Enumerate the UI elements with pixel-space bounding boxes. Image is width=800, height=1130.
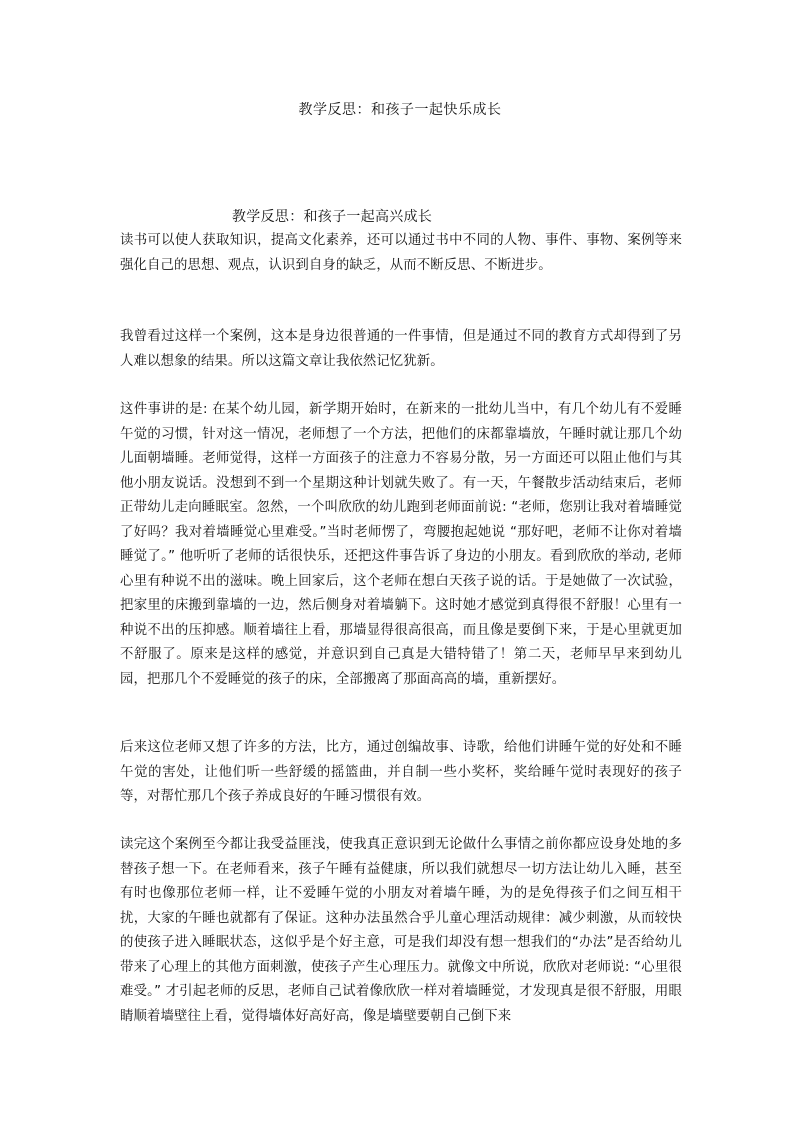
body-paragraph-reflection <box>120 833 682 1029</box>
paragraph-text: 这件事讲的是: 在某个幼儿园，新学期开始时，在新来的一批幼儿当中，有几个幼儿有不爱睡午觉的习惯，针对这一情况，老师想了一个方法，把他们的床都靠墙放，午睡时就让那几个幼儿面朝墙睡。老师觉得，这样一方面孩子的注意力不容易分散，另一方面还可以阻止他们与其他小朋友说话。没想到不到一个星期这种计划就失败了。有一天，午餐散步活动结束后，老师正带幼儿走向睡眠室。忽然，一个叫欣欣的幼儿跑到老师面前说: “老师，您别让我对着墙睡觉了好吗？我对着墙睡觉心里难受。”当时老师愣了，弯腰抱起她说 “那好吧，老师不让你对着墙睡觉了。” 他听听了老师的话很快乐，还把这件事告诉了身边的小朋友。看到欣欣的举动, 老师心里有种说不出的滋味。晚上回家后，这个老师在想白天孩子说的话。于是她做了一次试验，把家里的床搬到靠墙的一边，然后侧身对着墙躺下。这时她才感觉到真得很不舒服！心里有一种说不出的压抑感。顺着墙往上看，那墙显得很高很高，而且像是要倒下来，于是心里就更加不舒服了。原来是这样的感觉，并意识到自己真是大错特错了！第二天，老师早早来到幼儿园，把那几个不爱睡觉的孩子的床，全部搬离了那面高高的墙，重新摆好。 <box>120 402 682 687</box>
body-paragraph-intro <box>120 229 682 278</box>
body-paragraph-story <box>120 398 682 692</box>
document-title: 教学反思：和孩子一起快乐成长 <box>298 102 502 118</box>
paragraph-text: 我曾看过这样一个案例，这本是身边很普通的一件事情，但是通过不同的教育方式却得到了另人难以想象的结果。所以这篇文章让我依然记忆犹新。 <box>120 329 682 369</box>
body-paragraph-case-mention <box>120 325 682 374</box>
body-paragraph-methods <box>120 736 682 810</box>
paragraph-text: 后来这位老师又想了许多的方法，比方，通过创编故事、诗歌，给他们讲睡午觉的好处和不睡午觉的害处，让他们听一些舒缓的摇篮曲，并自制一些小奖杯，奖给睡午觉时表现好的孩子等，对帮忙那几个孩子养成良好的午睡习惯很有效。 <box>120 740 682 804</box>
document-subtitle: 教学反思：和孩子一起高兴成长 <box>232 209 433 225</box>
paragraph-text: 读书可以使人获取知识，提高文化素养，还可以通过书中不同的人物、事件、事物、案例等来强化自己的思想、观点，认识到自身的缺乏，从而不断反思、不断进步。 <box>120 233 682 273</box>
paragraph-text: 读完这个案例至今都让我受益匪浅，使我真正意识到无论做什么事情之前你都应设身处地的多替孩子想一下。在老师看来，孩子午睡有益健康，所以我们就想尽一切方法让幼儿入睡，甚至有时也像那位老师一样，让不爱睡午觉的小朋友对着墙午睡，为的是免得孩子们之间互相干扰，大家的午睡也就都有了保证。这种办法虽然合乎儿童心理活动规律：减少刺激，从而较快的使孩子进入睡眠状态，这似乎是个好主意，可是我们却没有想一想我们的“办法”是否给幼儿带来了心理上的其他方面刺激，使孩子产生心理压力。就像文中所说，欣欣对老师说: “心里很难受。” 才引起老师的反思，老师自己试着像欣欣一样对着墙睡觉，才发现真是很不舒服，用眼睛顺着墙壁往上看，觉得墙体好高好高，像是墙壁要朝自己倒下来 <box>120 837 682 1024</box>
